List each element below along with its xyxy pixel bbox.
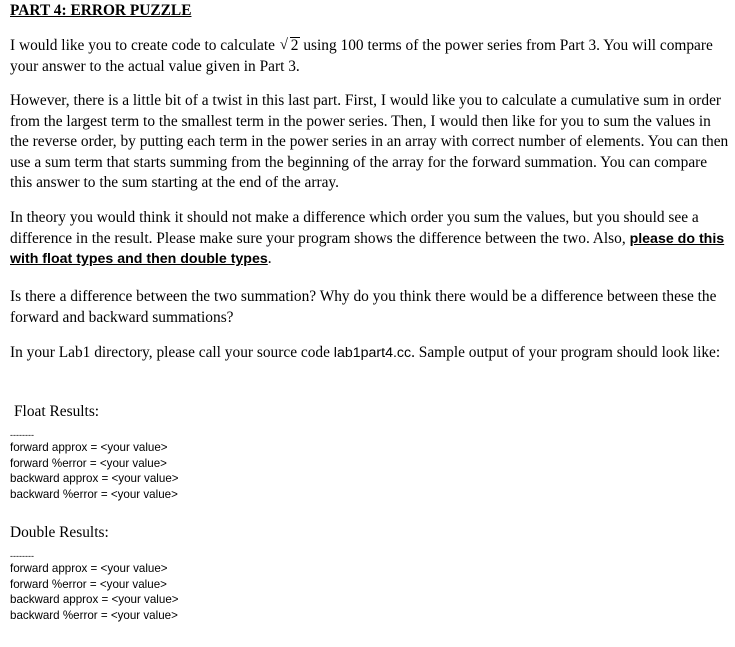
float-line-backward-error: backward %error = <your value> [10,487,178,501]
float-double-emphasis: please do this with float types and then double types [10,230,725,267]
question-paragraph: Is there a difference between the two summation? Why do you think there would be a difference between these the forward and backward summations? [10,288,717,326]
sqrt-symbol: √ [279,37,289,53]
sqrt-expression [280,36,300,57]
float-line-forward-approx: forward approx = <your value> [10,441,168,454]
float-results-title: Float Results: [14,403,100,420]
lab-text-after: . Sample output of your program should look like: [411,344,721,361]
source-filename: lab1part4.cc [333,345,412,361]
twist-paragraph: However, there is a little bit of a twist in this last part. First, I would like you to calculate a cumulative sum in order from the largest term to the smallest term in the power series. Then, I would then like for you to sum the values in the reverse order, by putting each term in the power series in an array with correct number of elements. You can then use a sum term that starts summing from the beginning of the array for the forward summation. You can compare this answer to the sum starting at the end of the array. [10,92,729,191]
intro-paragraph [10,36,730,77]
double-results-title: Double Results: [10,524,109,541]
double-line-backward-error: backward %error = <your value> [10,608,178,622]
double-results-block [10,551,179,623]
theory-text-before: In theory you would think it should not make a difference which order you sum the values, but you should see a difference in the result. Please make sure your program shows the difference between the two. Also, [10,209,699,247]
double-line-forward-approx: forward approx = <your value> [10,562,168,575]
theory-paragraph [10,208,730,270]
lab-text-before: In your Lab1 directory, please call your source code [10,344,334,361]
intro-text-before: I would like you to create code to calculate [10,37,279,54]
section-heading: PART 4: ERROR PUZZLE [10,2,192,19]
float-line-backward-approx: backward approx = <your value> [10,472,179,486]
double-separator: -------- [10,551,34,561]
double-line-forward-error: forward %error = <your value> [10,577,167,591]
lab-directory-paragraph [10,343,730,364]
theory-text-after: . [267,250,272,267]
float-separator: -------- [10,430,34,440]
sqrt-argument: 2 [290,37,299,54]
double-line-backward-approx: backward approx = <your value> [10,593,179,607]
float-results-block [10,430,179,502]
float-line-forward-error: forward %error = <your value> [10,456,167,470]
intro-text-after: using 100 terms of the power series from Part 3. You will compare your answer to the actual value given in Part 3. [10,37,713,75]
